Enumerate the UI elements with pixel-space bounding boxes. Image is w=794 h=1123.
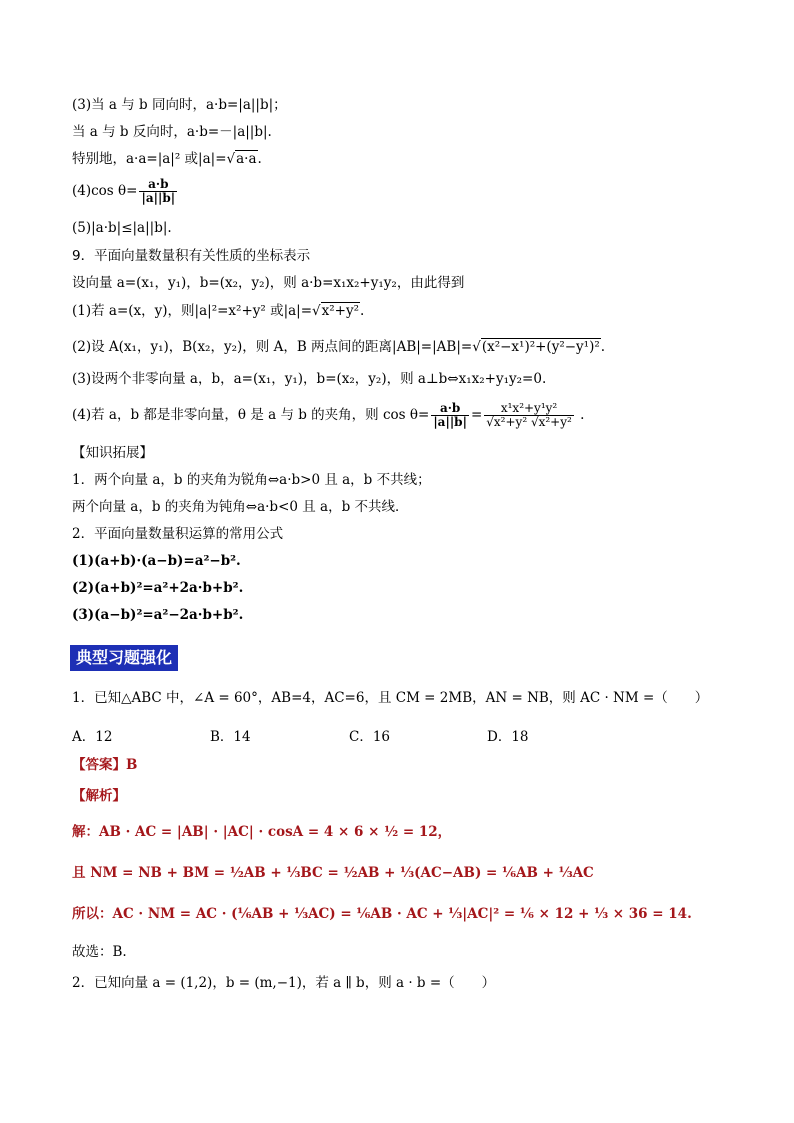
- extension-2: 2．平面向量数量积运算的常用公式: [72, 526, 284, 542]
- option-a: A．12: [72, 729, 113, 745]
- section-9-line-5: (4)若 a，b 都是非零向量，θ 是 a 与 b 的夹角，则 cos θ= $\frac{a\cdot b}{|a||b|}$ = $\frac{\text{x¹x²+y¹y²}}{\text{√x²+y² √x²+y²}}$ .: [72, 401, 585, 429]
- s9-l5-f1-num: a·b: [431, 402, 469, 416]
- sqrt-sign-3: √: [472, 339, 481, 355]
- section-9-line-4: (3)设两个非零向量 a，b，a=(x₁，y₁)，b=(x₂，y₂)，则 a⊥b⇔x₁x₂+y₁y₂=0.: [72, 371, 547, 387]
- option-c: C．16: [349, 729, 391, 745]
- line-special: [72, 150, 262, 168]
- choose-line: 故选：B.: [72, 944, 127, 960]
- line-3b: 当 a 与 b 反向时，a·b=－|a||b|.: [72, 124, 272, 140]
- analysis-label: 【解析】: [72, 788, 126, 804]
- sqrt-sign: √: [226, 151, 236, 167]
- s9-l2-sqrt: x²+y²: [321, 303, 360, 319]
- line-5: (5)|a·b|≤|a||b|.: [72, 220, 172, 236]
- cos-den: |a||b|: [141, 191, 176, 205]
- line-special-end: .: [257, 151, 262, 167]
- s9-l5-f1-den: |a||b|: [433, 415, 467, 429]
- s9-l5-frac2: [484, 402, 574, 429]
- extension-1b: 两个向量 a，b 的夹角为钝角⇔a·b<0 且 a，b 不共线．: [72, 499, 409, 515]
- section-9-line-3: (2)设 A(x₁，y₁)，B(x₂，y₂)，则 A，B 两点间的距离|AB|=|AB|=√(x²−x¹)²+(y²−y¹)².: [72, 339, 606, 355]
- question-1-stem: 1．已知△ABC 中，∠A = 60°，AB=4，AC=6，且 CM = 2MB，AN = NB，则 AC · NM =（ ）: [72, 690, 709, 706]
- formula-3: (3)(a−b)²=a²−2a·b+b².: [72, 607, 244, 623]
- s9-l5-text: (4)若 a，b 都是非零向量，θ 是 a 与 b 的夹角，则 cos θ=: [72, 407, 430, 423]
- line-cos: [72, 178, 179, 205]
- section-9-line-1: 设向量 a=(x₁，y₁)，b=(x₂，y₂)，则 a·b=x₁x₂+y₁y₂，由此得到: [72, 275, 465, 291]
- extension-1: 1．两个向量 a，b 的夹角为锐角⇔a·b>0 且 a，b 不共线；: [72, 472, 431, 488]
- solution-line-2: 且 NM = NB + BM = ½AB + ⅓BC = ½AB + ⅓(AC−AB) = ⅙AB + ⅓AC: [72, 865, 594, 881]
- s9-l3-text: (2)设 A(x₁，y₁)，B(x₂，y₂)，则 A，B 两点间的距离|AB|=|AB|=: [72, 339, 473, 355]
- section-9-line-2: (1)若 a=(x，y)，则|a|²=x²+y² 或|a|=√x²+y².: [72, 303, 365, 319]
- section-9-title: 9．平面向量数量积有关性质的坐标表示: [72, 248, 311, 264]
- s9-l2-text: (1)若 a=(x，y)，则|a|²=x²+y² 或|a|=: [72, 303, 313, 319]
- cos-prefix: (4)cos θ=: [72, 183, 138, 199]
- question-2-stem: 2．已知向量 a = (1,2)，b = (m,−1)，若 a ∥ b，则 a · b =（ ）: [72, 975, 496, 991]
- cos-num: a·b: [139, 178, 177, 192]
- s9-l5-frac1: [431, 402, 469, 429]
- cos-fraction: [139, 178, 177, 205]
- solution-line-1: 解：AB · AC = |AB| · |AC| · cosA = 4 × 6 × ½ = 12，: [72, 824, 452, 840]
- line-3: (3)当 a 与 b 同向时，a·b=|a||b|；: [72, 97, 287, 113]
- sqrt-body: a·a: [236, 151, 257, 167]
- solution-line-3: 所以：AC · NM = AC · (⅙AB + ⅓AC) = ⅙AB · AC + ⅓|AC|² = ⅙ × 12 + ⅓ × 36 = 14.: [72, 906, 692, 922]
- option-d: D．18: [487, 729, 529, 745]
- section-banner: 典型习题强化: [70, 645, 178, 671]
- s9-l3-sqrt: (x²−x¹)²+(y²−y¹)²: [481, 339, 600, 355]
- formula-1: (1)(a+b)·(a−b)=a²−b².: [72, 553, 241, 569]
- option-b: B．14: [210, 729, 251, 745]
- extension-title: 【知识拓展】: [72, 445, 153, 461]
- line-special-text: 特别地，a·a=|a|² 或|a|=: [72, 151, 227, 167]
- sqrt-sign-2: √: [312, 303, 321, 319]
- s9-l5-f2-den: √x²+y² √x²+y²: [486, 415, 572, 429]
- answer-label: 【答案】B: [72, 757, 138, 773]
- s9-l5-f2-num: x¹x²+y¹y²: [484, 402, 574, 416]
- formula-2: (2)(a+b)²=a²+2a·b+b².: [72, 580, 244, 596]
